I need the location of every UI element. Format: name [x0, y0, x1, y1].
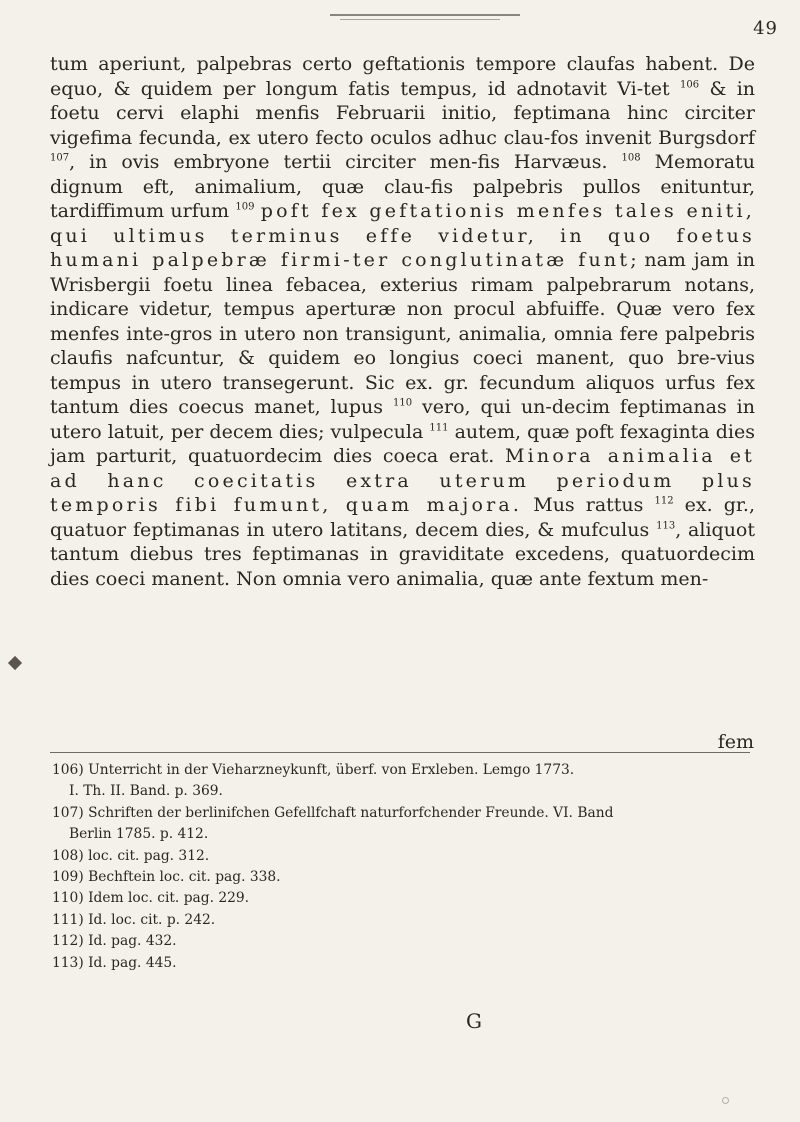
footnote-112: 112) Id. pag. 432. [52, 933, 177, 950]
footnote-rule [50, 752, 750, 753]
footnote-111: 111) Id. loc. cit. p. 242. [52, 911, 216, 928]
footnote-109: 109) Bechftein loc. cit. pag. 338. [52, 869, 281, 886]
text-run: & in foetu cervi elaphi menfis Februarii initio, feptimana hinc circiter vigefima fecunda, ex utero fecto oculos adhuc clau-fos invenit Burgsdorf [50, 77, 756, 149]
footnote-ref-107: 107 [50, 152, 70, 164]
text-run: Mus rattus [533, 494, 644, 516]
footnote-107: 107) Schriften der berlinifchen Gefellfchaft naturforfchender Freunde. VI. Band [52, 804, 614, 821]
footnote-110: 110) Idem loc. cit. pag. 229. [52, 890, 250, 907]
footnote-106: 106) Unterricht in der Vieharzneykunft, überf. von Erxleben. Lemgo 1773. [52, 762, 575, 778]
footnote-ref-108: 108 [621, 152, 641, 164]
footnote-ref-109: 109 [235, 201, 255, 213]
page-number: 49 [753, 18, 778, 39]
text-run: , in ovis embryone tertii circiter men-fis Harvæus. [69, 151, 608, 173]
footnote-113: 113) Id. pag. 445. [52, 954, 177, 971]
emphasized-text: poft fex geftationis menfes tales eniti, qui ultimus terminus effe videtur, in quo foetus humani palpebræ firmi-ter conglutinatæ funt [50, 200, 756, 271]
text-run: tum aperiunt, palpebras certo geftationis tempore claufas habent. De equo, & quidem per longum fatis tempus, id adnotavit Vi-tet [50, 53, 755, 100]
footnote-106-cont: I. Th. II. Band. p. 369. [69, 783, 223, 800]
footnotes [52, 760, 752, 974]
text-run: , aliquot tantum diebus tres feptimanas in graviditate excedens, quatuordecim dies coeci manent. Non omnia vero animalia, quæ ante fextum men- [50, 518, 755, 590]
text-run: ex. gr., quatuor feptimanas in utero latitans, decem dies, & mufculus [50, 494, 755, 541]
emphasized-text: Minora animalia et ad hanc coecitatis extra uterum periodum plus temporis fibi fumunt, quam majora. [50, 445, 755, 516]
text-run: vero, qui un-decim feptimanas in utero latuit, per decem dies; vulpecula [50, 396, 755, 443]
ink-blot [8, 656, 22, 670]
footnote-107-cont: Berlin 1785. p. 412. [69, 826, 209, 843]
text-run: Memoratu dignum eft, animalium, quæ clau-fis palpebris pullos enituntur, tardiffimum urfum [50, 151, 755, 222]
footnote-ref-111: 111 [429, 422, 449, 434]
signature-mark: G [466, 1009, 482, 1033]
text-run: ; nam jam in Wrisbergii foetu linea febacea, exterius rimam palpebrarum notans, indicare videtur, tempus aperturæ non procul abfuiffe. Quæ vero fex menfes inte-gros in utero non transigunt, animalia, omnia fere palpebris claufis nafcuntur, & quidem eo longius coeci manent, quo bre-vius tempus in utero transegerunt. Sic ex. gr. fecundum aliquos urfus fex tantum dies coecus manet, lupus [50, 249, 755, 418]
footnote-108: 108) loc. cit. pag. 312. [52, 847, 210, 864]
header-rule-thin [340, 19, 500, 20]
footnote-ref-113: 113 [656, 520, 676, 532]
stain-dot [722, 1097, 729, 1104]
header-rule [330, 14, 520, 16]
catch-word: fem [717, 731, 754, 753]
footnote-ref-106: 106 [680, 79, 700, 91]
text-run: autem, quæ poft fexaginta dies jam parturit, quatuordecim dies coeca erat. [50, 420, 755, 467]
paragraph [50, 52, 755, 591]
footnote-ref-112: 112 [654, 495, 674, 507]
main-text [50, 52, 755, 591]
footnote-ref-110: 110 [392, 397, 413, 409]
